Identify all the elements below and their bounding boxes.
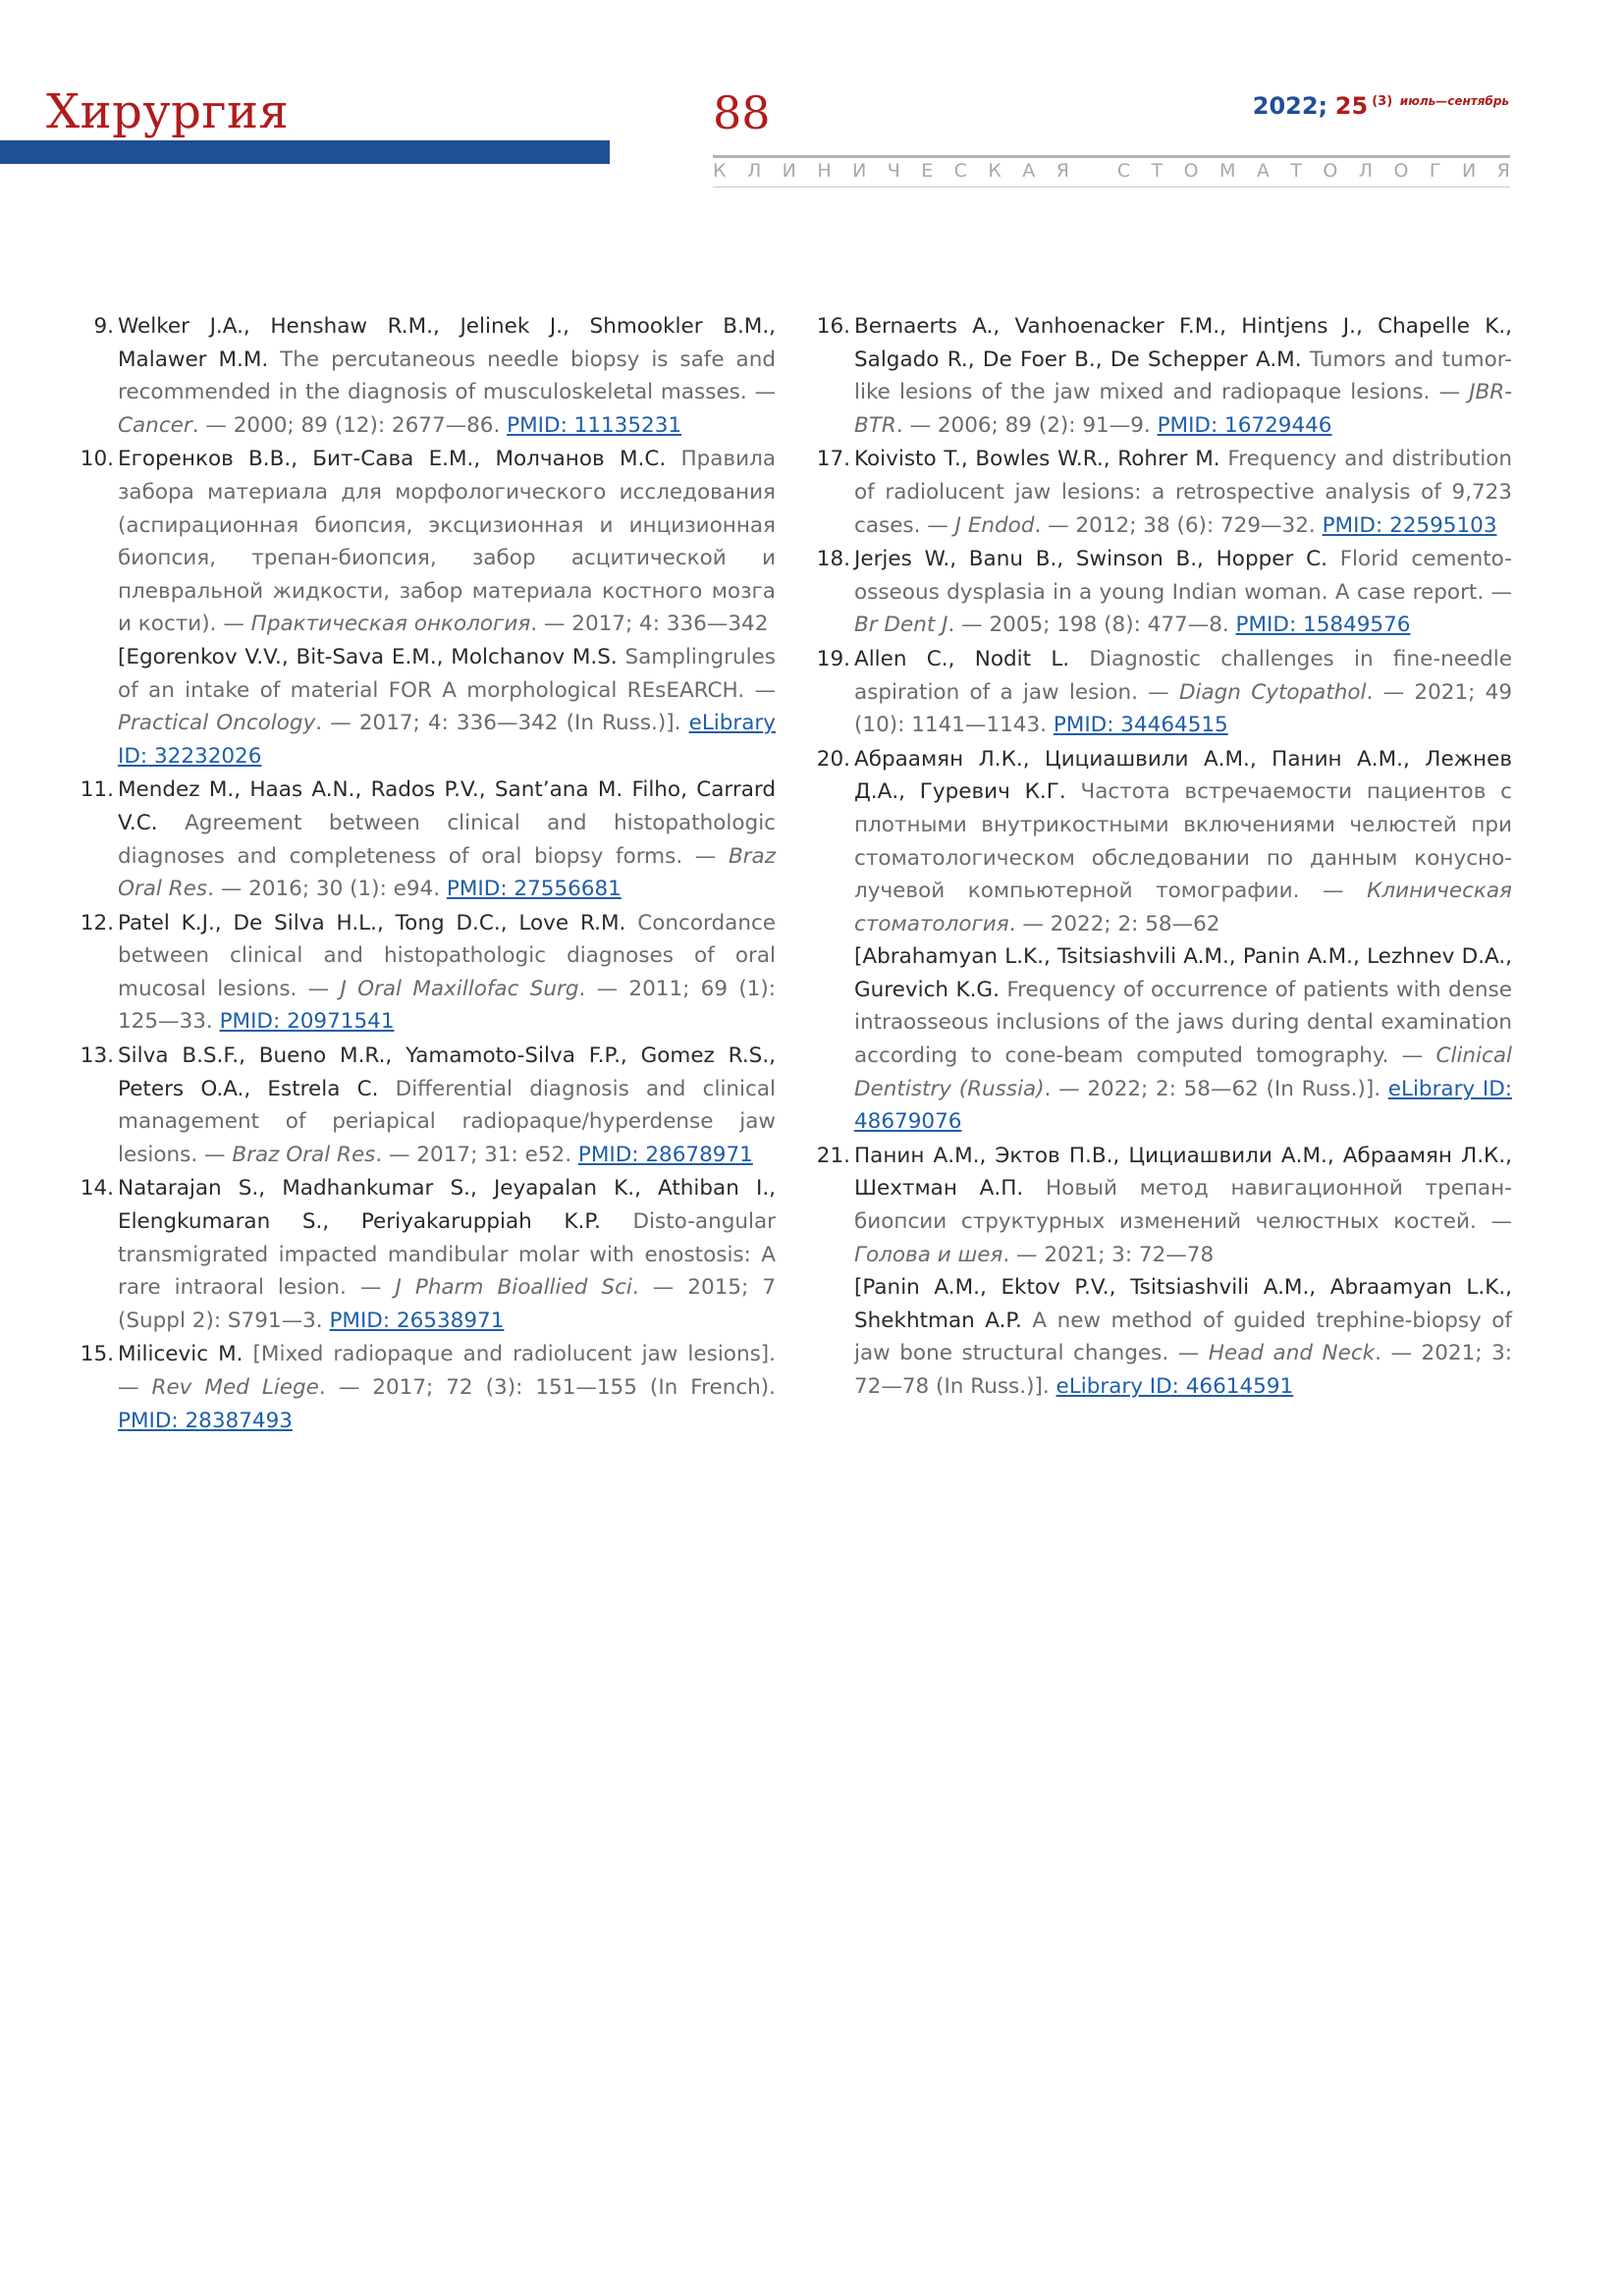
journal-letter: К	[713, 160, 727, 182]
journal-letter: Л	[746, 160, 762, 182]
issue-number: (3)	[1372, 94, 1393, 109]
reference-translation-link[interactable]: eLibrary ID: 32232026	[118, 711, 776, 769]
reference-link[interactable]: PMID: 34464515	[1053, 713, 1228, 738]
reference-title: The percutaneous needle biopsy is safe and recommended in the diagnosis of musculoskeletal masses. —	[118, 347, 776, 405]
section-title: Хирургия	[46, 84, 290, 139]
reference-title: Tumors and tumor-like lesions of the jaw mixed and radiopaque lesions. —	[854, 347, 1512, 405]
reference-details: . — 2006; 89 (2): 91—9.	[895, 412, 1158, 438]
reference-details: . — 2015; 7 (Suppl 2): S791—3.	[118, 1275, 776, 1333]
issue-info	[1253, 92, 1509, 120]
reference-title: Diagnostic challenges in fine-needle aspiration of a jaw lesion. —	[854, 646, 1513, 705]
reference-translation-details: . — 2017; 4: 336—342 (In Russ.)].	[315, 711, 689, 736]
reference-item	[816, 543, 1512, 642]
reference-journal: Cancer	[118, 412, 192, 438]
journal-letter: К	[988, 160, 1001, 182]
journal-name	[713, 160, 1510, 182]
issue-month: июль—сентябрь	[1399, 94, 1509, 108]
references-right-column	[816, 310, 1513, 1405]
reference-translation-link[interactable]: eLibrary ID: 48679076	[854, 1076, 1512, 1135]
reference-title: Disto-angular transmigrated impacted mandibular molar with enostosis: A rare intraoral lesion. —	[118, 1209, 776, 1301]
journal-letter: Ч	[887, 160, 900, 182]
journal-letter: Я	[1056, 160, 1069, 182]
reference-details: . — 2005; 198 (8): 477—8.	[947, 613, 1236, 638]
reference-title: Florid cemento-osseous dysplasia in a young Indian woman. A case report. —	[854, 547, 1512, 605]
reference-translation-authors: [Egorenkov V.V., Bit-Sava E.M., Molchanov M.S.	[118, 644, 618, 669]
reference-authors: Егоренков В.В., Бит-Сава Е.М., Молчанов М.С.	[118, 447, 667, 472]
reference-translation-details: . — 2021; 3: 72—78 (In Russ.)].	[854, 1341, 1512, 1399]
reference-journal: Braz Oral Res	[232, 1142, 376, 1167]
reference-translation-link[interactable]: eLibrary ID: 46614591	[1056, 1374, 1294, 1399]
reference-title: Частота встречаемости пациентов с плотными внутрикостными включениями челюстей при стоматологическом обследовании по данным конусно-лучевой компьютерной томографии. —	[854, 779, 1513, 904]
reference-title: [Mixed radiopaque and radiolucent jaw lesions]. —	[118, 1342, 776, 1400]
reference-number: 9.	[93, 314, 114, 339]
reference-translation-journal: Head and Neck	[1208, 1341, 1376, 1366]
reference-number: 18.	[816, 547, 850, 572]
reference-journal: J Endod	[954, 512, 1035, 538]
reference-item	[93, 310, 776, 442]
reference-item	[80, 774, 776, 905]
journal-letter: И	[852, 160, 867, 182]
issue-volume: 25	[1334, 92, 1369, 120]
reference-details: . — 2012; 38 (6): 729—32.	[1034, 512, 1323, 538]
section-color-bar	[0, 140, 610, 164]
reference-details: . — 2017; 4: 336—342	[530, 612, 769, 637]
header-rule	[713, 155, 1510, 158]
reference-authors: Silva B.S.F., Bueno M.R., Yamamoto-Silva F.P., Gomez R.S., Peters O.A., Estrela C.	[118, 1043, 776, 1101]
reference-journal: Голова и шея	[854, 1242, 1003, 1267]
journal-letter: Е	[921, 160, 934, 182]
journal-letter: А	[1256, 160, 1270, 182]
journal-letter: О	[1393, 160, 1409, 182]
journal-letter: М	[1219, 160, 1236, 182]
reference-link[interactable]: PMID: 16729446	[1157, 412, 1332, 438]
reference-item	[80, 1338, 776, 1437]
reference-link[interactable]: PMID: 11135231	[507, 412, 682, 438]
reference-link[interactable]: PMID: 20971541	[219, 1009, 395, 1035]
reference-journal: Rev Med Liege	[151, 1375, 319, 1400]
journal-letter: Н	[817, 160, 832, 182]
reference-link[interactable]: PMID: 27556681	[446, 877, 622, 902]
reference-translation-details: . — 2022; 2: 58—62 (In Russ.)].	[1044, 1076, 1388, 1101]
reference-link[interactable]: PMID: 28387493	[118, 1408, 293, 1433]
reference-title: Новый метод навигационной трепан-биопсии структурных изменений челюстных костей. —	[854, 1176, 1512, 1235]
reference-details: . — 2000; 89 (12): 2677—86.	[191, 412, 508, 438]
reference-link[interactable]: PMID: 26538971	[329, 1308, 505, 1333]
reference-link[interactable]: PMID: 15849576	[1235, 613, 1411, 638]
reference-details: . — 2022; 2: 58—62	[1008, 911, 1220, 936]
reference-link[interactable]: PMID: 22595103	[1322, 512, 1497, 538]
reference-details: . — 2017; 72 (3): 151—155 (In French).	[318, 1375, 776, 1400]
journal-letter: Т	[1151, 160, 1164, 182]
reference-details: . — 2017; 31: e52.	[375, 1142, 578, 1167]
reference-authors: Koivisto T., Bowles W.R., Rohrer M.	[854, 447, 1220, 472]
reference-title: Concordance between clinical and histopathologic diagnoses of oral mucosal lesions. —	[118, 910, 776, 1001]
reference-authors: Natarajan S., Madhankumar S., Jeyapalan K., Athiban I., Elengkumaran S., Periyakaruppiah K.P.	[118, 1176, 776, 1235]
references-left-column	[80, 310, 777, 1438]
reference-item	[816, 310, 1512, 442]
reference-number: 21.	[816, 1143, 850, 1168]
journal-letter: О	[1183, 160, 1199, 182]
reference-title: Frequency and distribution of radiolucent jaw lesions: a retrospective analysis of 9,723 cases. —	[854, 447, 1512, 538]
reference-details: . — 2016; 30 (1): e94.	[207, 877, 447, 902]
reference-number: 14.	[80, 1176, 114, 1201]
reference-item	[816, 1140, 1512, 1404]
reference-number: 17.	[816, 447, 850, 472]
reference-translation	[118, 641, 776, 773]
reference-authors: Patel K.J., De Silva H.L., Tong D.C., Love R.M.	[118, 910, 626, 935]
reference-details: . — 2021; 3: 72—78	[1002, 1242, 1215, 1267]
reference-item	[80, 1172, 776, 1337]
reference-authors: Панин А.М., Эктов П.В., Цициашвили А.М., Абраамян Л.К., Шехтман А.П.	[854, 1143, 1512, 1201]
journal-letter: А	[1022, 160, 1036, 182]
journal-letter: С	[1116, 160, 1131, 182]
reference-number: 16.	[816, 314, 850, 339]
reference-journal: Практическая онкология	[250, 612, 531, 637]
reference-number: 10.	[80, 447, 114, 472]
reference-item	[816, 643, 1513, 742]
reference-number: 13.	[80, 1043, 114, 1069]
reference-number: 11.	[80, 777, 114, 803]
journal-letter	[1090, 160, 1096, 182]
reference-journal: Diagn Cytopathol	[1178, 679, 1367, 705]
reference-translation-journal: Practical Oncology	[118, 711, 316, 736]
reference-item	[80, 907, 777, 1039]
reference-authors: Jerjes W., Banu B., Swinson B., Hopper C.	[854, 547, 1327, 572]
reference-authors: Абраамян Л.К., Цициашвили А.М., Панин А.М., Лежнев Д.А., Гуревич К.Г.	[854, 746, 1512, 805]
journal-letter: С	[953, 160, 967, 182]
page-number: 88	[713, 86, 771, 139]
journal-letter: О	[1323, 160, 1338, 182]
reference-number: 15.	[80, 1342, 114, 1367]
reference-translation-journal: Clinical Dentistry (Russia)	[854, 1043, 1512, 1101]
journal-letter: Т	[1290, 160, 1302, 182]
issue-year: 2022;	[1252, 92, 1328, 120]
reference-translation	[854, 940, 1512, 1139]
reference-details: . — 2011; 69 (1): 125—33.	[118, 976, 777, 1035]
reference-item	[80, 443, 776, 773]
reference-number: 19.	[816, 646, 850, 671]
reference-journal: Клиническая стоматология	[854, 879, 1512, 936]
reference-translation-title: Frequency of occurrence of patients with dense intraosseous inclusions of the jaws during dental examination according to cone-beam computed tomography. —	[854, 977, 1512, 1069]
reference-authors: Milicevic M.	[118, 1342, 244, 1367]
reference-authors: Allen C., Nodit L.	[854, 646, 1070, 671]
reference-link[interactable]: PMID: 28678971	[577, 1142, 753, 1167]
reference-item	[80, 1040, 776, 1171]
reference-journal: Braz Oral Res	[118, 843, 776, 902]
reference-authors: Welker J.A., Henshaw R.M., Jelinek J., Shmookler B.M., Malawer M.M.	[118, 314, 776, 372]
reference-item	[816, 443, 1512, 542]
reference-journal: Br Dent J	[854, 613, 948, 638]
journal-letter: И	[1461, 160, 1477, 182]
reference-translation-title: Samplingrules of an intake of material FOR A morphological REsEARCH. —	[118, 644, 776, 703]
reference-number: 12.	[80, 910, 114, 935]
reference-journal: J Oral Maxillofac Surg	[340, 976, 579, 1001]
journal-letter: Я	[1496, 160, 1510, 182]
reference-journal: J Pharm Bioallied Sci	[395, 1275, 632, 1301]
reference-authors: Mendez M., Haas A.N., Rados P.V., Sant’ana M. Filho, Carrard V.C.	[118, 777, 776, 835]
reference-number: 20.	[816, 746, 850, 772]
reference-authors: Bernaerts A., Vanhoenacker F.M., Hintjens J., Chapelle K., Salgado R., De Foer B., De Schepper A.M.	[854, 314, 1512, 372]
reference-title: Правила забора материала для морфологического исследования (аспирационная биопсия, эксцизионная и инцизионная биопсия, трепан-биопсия, забор асцитической и плевральной жидкости, забор материала костного мозга и кости). —	[118, 447, 776, 637]
reference-translation-authors: [Abrahamyan L.K., Tsitsiashvili A.M., Panin A.M., Lezhnev D.A., Gurevich K.G.	[854, 944, 1512, 1002]
reference-title: Agreement between clinical and histopathologic diagnoses and completeness of oral biopsy forms. —	[118, 810, 776, 869]
reference-details: . — 2021; 49 (10): 1141—1143.	[854, 679, 1512, 738]
journal-letter: Г	[1429, 160, 1441, 182]
reference-title: Differential diagnosis and clinical management of periapical radiopaque/hyperdense jaw lesions. —	[118, 1076, 776, 1167]
journal-letter: И	[782, 160, 796, 182]
reference-item	[816, 743, 1513, 1139]
journal-letter: Л	[1358, 160, 1374, 182]
reference-translation-authors: [Panin A.M., Ektov P.V., Tsitsiashvili A.M., Abraamyan L.K., Shekhtman A.P.	[854, 1275, 1512, 1333]
reference-translation-title: A new method of guided trephine-biopsy of jaw bone structural changes. —	[854, 1308, 1512, 1366]
reference-translation	[854, 1271, 1512, 1403]
reference-journal: JBR-BTR	[854, 380, 1512, 438]
